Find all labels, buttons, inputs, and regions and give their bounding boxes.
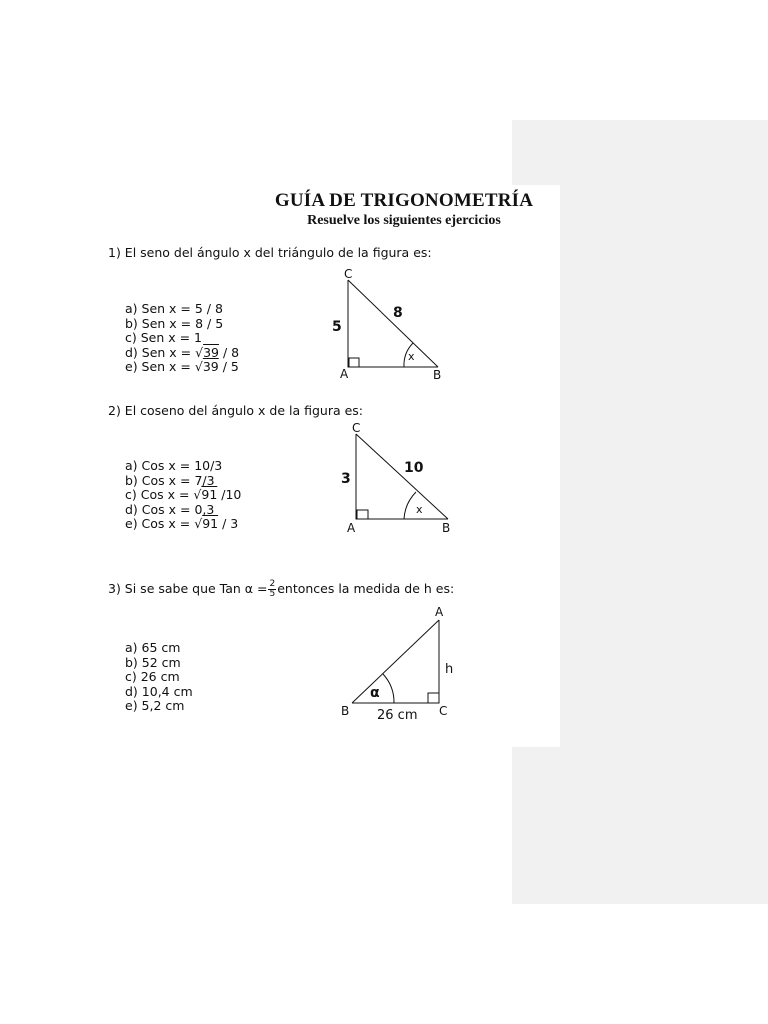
option-e: e) Cos x = √91 / 3 (125, 516, 239, 531)
option-c: c) 26 cm (125, 669, 180, 684)
angle-label: x (416, 503, 423, 516)
question-2-options (125, 459, 241, 532)
question-1: 1) El seno del ángulo x del triángulo de la figura es: (108, 245, 432, 260)
option-d: d) Cos x = 0,3 (125, 501, 215, 517)
side-label-cb: 10 (404, 460, 424, 476)
option-a: a) Sen x = 5 / 8 (125, 301, 223, 316)
vertex-c: C (439, 704, 448, 718)
radicand: 39 (203, 344, 219, 360)
option-a: a) Cos x = 10/3 (125, 458, 223, 473)
side-label-ac: 3 (341, 471, 351, 487)
angle-label: α (370, 685, 380, 701)
vertex-c: C (344, 267, 353, 281)
option-e: e) 5,2 cm (125, 698, 185, 713)
question-3-options (125, 641, 193, 714)
option-b: b) 52 cm (125, 654, 181, 670)
vertex-a: A (340, 367, 349, 381)
triangle-figure-3 (338, 603, 468, 728)
vertex-a: A (347, 521, 356, 535)
option-c: c) Sen x = 1 (125, 330, 203, 345)
question-3: 3) Si se sabe que Tan α = $\frac{2}{5}$ entonces la medida de h es: (108, 579, 455, 599)
option-d: d) Sen x = √39 / 8 (125, 344, 240, 360)
radicand: 91 (202, 516, 219, 531)
side-label-cb: 8 (393, 305, 403, 321)
option-b: b) Cos x = 7/3 (125, 472, 215, 488)
side-label-h: h (445, 662, 454, 677)
radicand: 91 (201, 487, 218, 502)
side-label-ac: 5 (332, 319, 342, 335)
side-label-bc: 26 cm (377, 708, 418, 723)
question-1-options (125, 302, 239, 375)
vertex-b: B (442, 521, 451, 535)
triangle-figure-1 (330, 265, 450, 385)
vertex-c: C (352, 421, 361, 435)
option-b: b) Sen x = 8 / 5 (125, 315, 224, 331)
vertex-b: B (341, 704, 350, 718)
page-title: GUÍA DE TRIGONOMETRÍA (274, 190, 534, 211)
vertex-b: B (433, 368, 442, 382)
option-d: d) 10,4 cm (125, 683, 193, 699)
page-subtitle: Resuelve los siguientes ejercicios (307, 213, 501, 228)
angle-label: x (408, 350, 415, 363)
option-c: c) Cos x = √91 /10 (125, 487, 242, 502)
question-2: 2) El coseno del ángulo x de la figura es: (108, 403, 364, 418)
triangle-figure-2 (336, 420, 456, 540)
radicand: 39 (202, 359, 219, 374)
vertex-a: A (435, 605, 444, 619)
option-a: a) 65 cm (125, 640, 181, 655)
option-e: e) Sen x = √39 / 5 (125, 359, 239, 374)
fraction: $\frac{2}{5}$ (269, 579, 276, 599)
